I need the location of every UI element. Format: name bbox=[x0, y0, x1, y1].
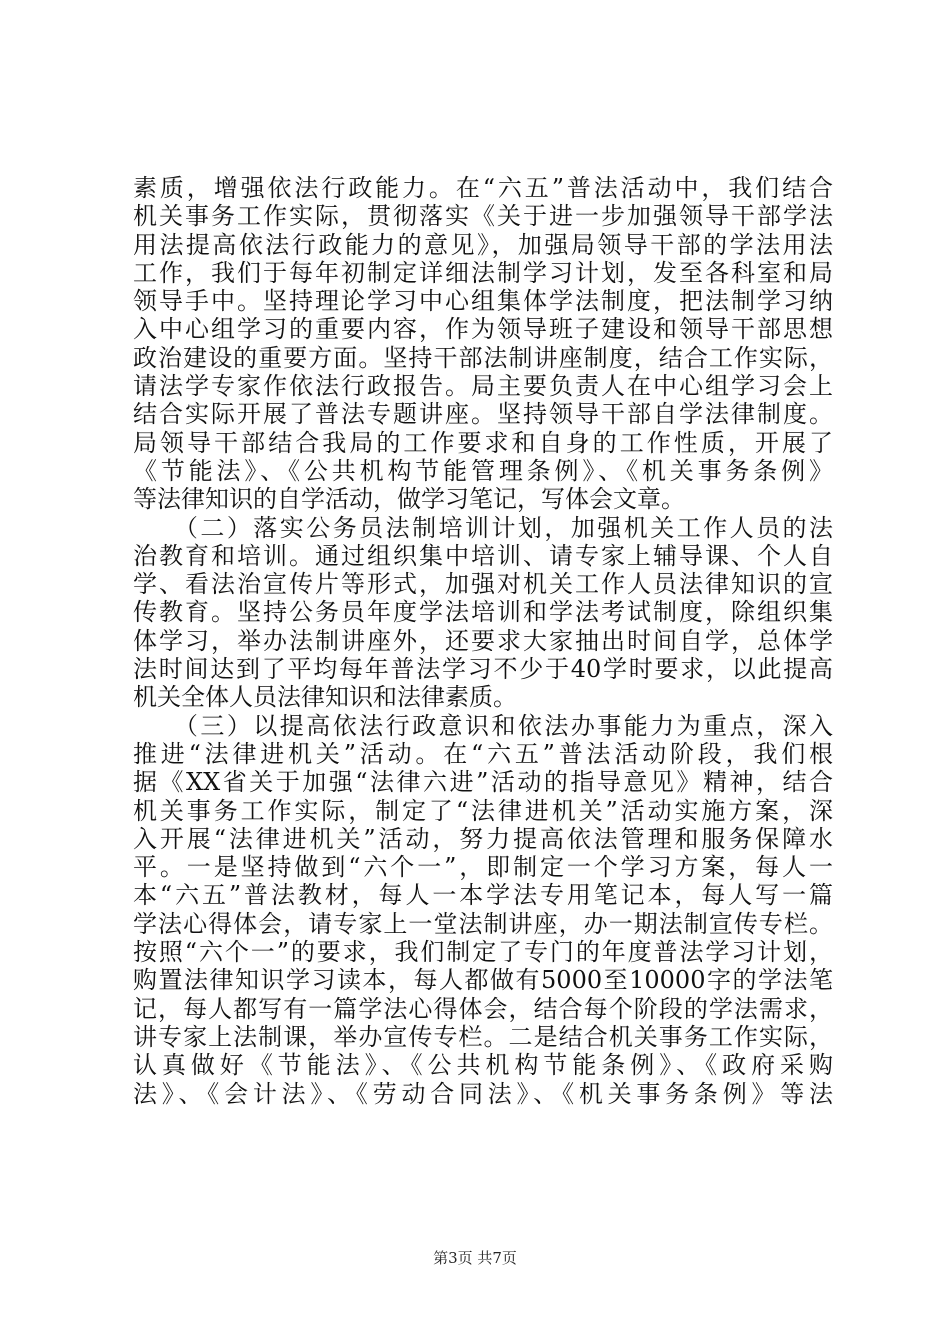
text-line: （二）落实公务员法制培训计划，加强机关工作人员的法 bbox=[133, 513, 833, 542]
text-line: 入中心组学习的重要内容，作为领导班子建设和领导干部思想 bbox=[133, 315, 833, 344]
text-line: 等法律知识的自学活动，做学习笔记，写体会文章。 bbox=[133, 485, 685, 514]
text-line: 传教育。坚持公务员年度学法培训和学法考试制度，除组织集 bbox=[133, 598, 833, 627]
text-line: 请法学专家作依法行政报告。局主要负责人在中心组学习会上 bbox=[133, 372, 833, 401]
body-text bbox=[133, 174, 833, 1108]
text-line: 本“六五”普法教材，每人一本学法专用笔记本，每人写一篇 bbox=[133, 881, 833, 910]
text-line: 结合实际开展了普法专题讲座。坚持领导干部自学法律制度。 bbox=[133, 400, 833, 429]
text-line: 领导手中。坚持理论学习中心组集体学法制度，把法制学习纳 bbox=[133, 287, 833, 316]
text-line: 入开展“法律进机关”活动，努力提高依法管理和服务保障水 bbox=[133, 824, 833, 853]
text-line: 学、看法治宣传片等形式，加强对机关工作人员法律知识的宣 bbox=[133, 570, 833, 599]
text-line: 据《XX省关于加强“法律六进”活动的指导意见》精神，结合 bbox=[133, 768, 833, 797]
text-line: 局领导干部结合我局的工作要求和自身的工作性质，开展了 bbox=[133, 428, 833, 457]
text-line: （三）以提高依法行政意识和依法办事能力为重点，深入 bbox=[133, 711, 833, 740]
text-line: 按照“六个一”的要求，我们制定了专门的年度普法学习计划， bbox=[133, 938, 833, 967]
text-line: 体学习，举办法制讲座外，还要求大家抽出时间自学，总体学 bbox=[133, 626, 833, 655]
text-line: 购置法律知识学习读本，每人都做有5000至10000字的学法笔 bbox=[133, 966, 833, 995]
text-line: 机关事务工作实际，贯彻落实《关于进一步加强领导干部学法 bbox=[133, 202, 833, 231]
text-line: 机关全体人员法律知识和法律素质。 bbox=[133, 683, 517, 712]
text-line: 工作，我们于每年初制定详细法制学习计划，发至各科室和局 bbox=[133, 258, 833, 287]
text-line: 推进“法律进机关”活动。在“六五”普法活动阶段，我们根 bbox=[133, 739, 833, 768]
text-line: 认真做好《节能法》、《公共机构节能条例》、《政府采购 bbox=[133, 1051, 833, 1080]
text-line: 机关事务工作实际，制定了“法律进机关”活动实施方案，深 bbox=[133, 796, 833, 825]
page-number-footer: 第3页 共7页 bbox=[433, 1249, 517, 1267]
text-line: 治教育和培训。通过组织集中培训、请专家上辅导课、个人自 bbox=[133, 541, 833, 570]
text-line: 学法心得体会，请专家上一堂法制讲座，办一期法制宣传专栏。 bbox=[133, 909, 833, 938]
text-line: 平。一是坚持做到“六个一”，即制定一个学习方案，每人一 bbox=[133, 853, 833, 882]
text-line: 政治建设的重要方面。坚持干部法制讲座制度，结合工作实际， bbox=[133, 343, 833, 372]
text-line: 讲专家上法制课，举办宣传专栏。二是结合机关事务工作实际， bbox=[133, 1022, 833, 1051]
text-line: 用法提高依法行政能力的意见》，加强局领导干部的学法用法 bbox=[133, 230, 833, 259]
text-line: 素质，增强依法行政能力。在“六五”普法活动中，我们结合 bbox=[133, 174, 833, 202]
text-line: 记，每人都写有一篇学法心得体会，结合每个阶段的学法需求， bbox=[133, 994, 833, 1023]
text-line: 《节能法》、《公共机构节能管理条例》、《机关事务条例》 bbox=[133, 456, 833, 485]
text-line: 法时间达到了平均每年普法学习不少于40学时要求，以此提高 bbox=[133, 655, 833, 684]
text-line: 法》、《会计法》、《劳动合同法》、《机关事务条例》等法 bbox=[133, 1079, 833, 1108]
